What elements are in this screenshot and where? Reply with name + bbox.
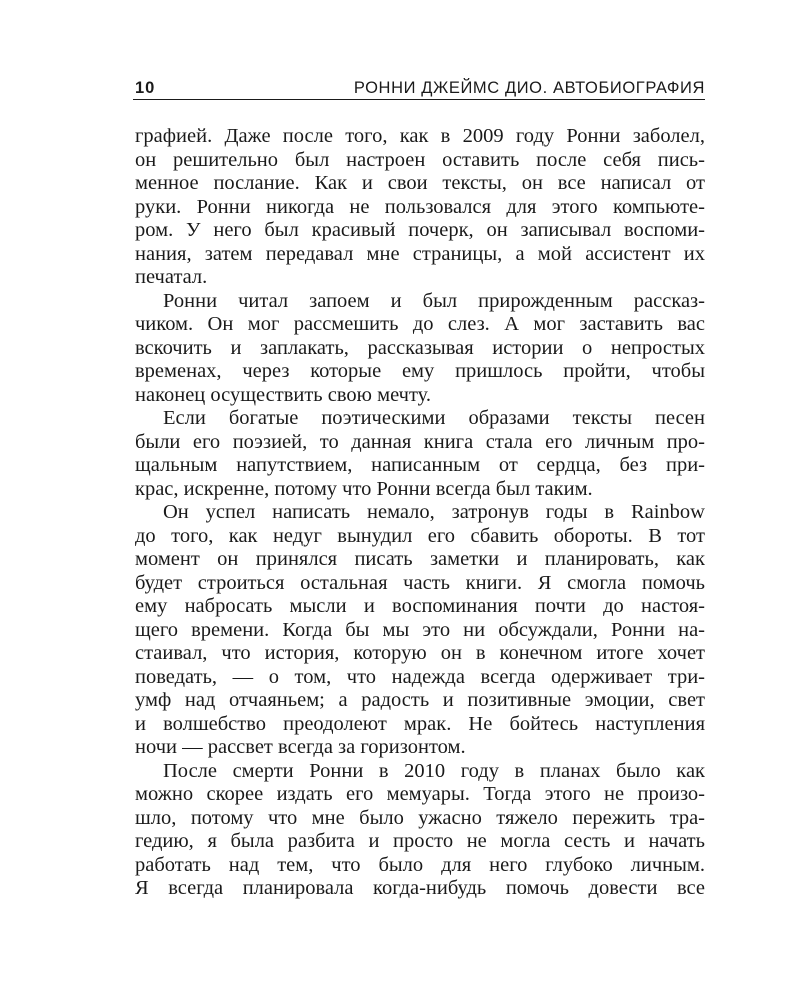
text-line: графией. Даже после того, как в 2009 году Ронни заболел, [135, 125, 705, 147]
body-text [135, 125, 705, 901]
text-line: ночи — рассвет всегда за горизонтом. [135, 736, 466, 758]
text-line: ему набросать мысли и воспоминания почти до настоя- [135, 595, 705, 617]
text-line: работать над тем, что было для него глубоко личным. [135, 853, 705, 876]
paragraph [135, 290, 705, 408]
text-line: вскочить и заплакать, рассказывая истории о непростых [135, 336, 705, 359]
text-line: Если богатые поэтическими образами тексты песен [163, 407, 705, 429]
text-line: он решительно был настроен оставить после себя пись- [135, 148, 705, 171]
text-line: чиком. Он мог рассмешить до слез. А мог заставить вас [135, 313, 705, 335]
text-line: временах, через которые ему пришлось пройти, чтобы [135, 360, 705, 382]
text-line: После смерти Ронни в 2010 году в планах было как [163, 759, 705, 782]
paragraph [135, 125, 705, 290]
paragraph [135, 760, 705, 901]
text-line: поведать, — о том, что надежда всегда одерживает три- [135, 665, 705, 688]
text-line: Я всегда планировала когда-нибудь помочь довести все [135, 877, 705, 899]
text-line: щальным напутствием, написанным от сердца, без при- [135, 454, 705, 476]
header-rule [133, 99, 705, 100]
text-line: были его поэзией, то данная книга стала его личным про- [135, 430, 705, 453]
text-line: стаивал, что история, которую он в конечном итоге хочет [135, 642, 705, 664]
text-line: наконец осуществить свою мечту. [135, 383, 431, 406]
text-line: менное послание. Как и свои тексты, он все написал от [135, 172, 705, 194]
text-line: печатал. [135, 266, 208, 288]
text-line: ром. У него был красивый почерк, он записывал воспоми- [135, 219, 705, 241]
text-line: нания, затем передавал мне страницы, а мой ассистент их [135, 242, 705, 265]
text-line: гедию, я была разбита и просто не могла сесть и начать [135, 830, 705, 852]
text-line: Ронни читал запоем и был прирожденным рассказ- [163, 289, 705, 312]
paragraph [135, 407, 705, 501]
text-line: шло, потому что мне было ужасно тяжело пережить тра- [135, 806, 705, 829]
text-line: крас, искренне, потому что Ронни всегда был таким. [135, 477, 593, 500]
paragraph [135, 501, 705, 760]
text-line: и волшебство преодолеют мрак. Не бойтесь наступления [135, 712, 705, 735]
text-line: момент он принялся писать заметки и планировать, как [135, 548, 705, 570]
text-line: Он успел написать немало, затронув годы в Rainbow [163, 501, 705, 523]
text-line: можно скорее издать его мемуары. Тогда этого не произо- [135, 783, 705, 805]
text-line: щего времени. Когда бы мы это ни обсуждали, Ронни на- [135, 618, 705, 641]
text-line: руки. Ронни никогда не пользовался для этого компьюте- [135, 195, 705, 218]
text-line: умф над отчаяньем; а радость и позитивные эмоции, свет [135, 689, 705, 711]
text-line: будет строиться остальная часть книги. Я смогла помочь [135, 571, 705, 594]
running-title: РОННИ ДЖЕЙМС ДИО. АВТОБИОГРАФИЯ [353, 79, 705, 97]
page-header [133, 76, 705, 100]
text-line: до того, как недуг вынудил его сбавить обороты. В тот [135, 524, 705, 547]
page-number: 10 [135, 79, 156, 97]
